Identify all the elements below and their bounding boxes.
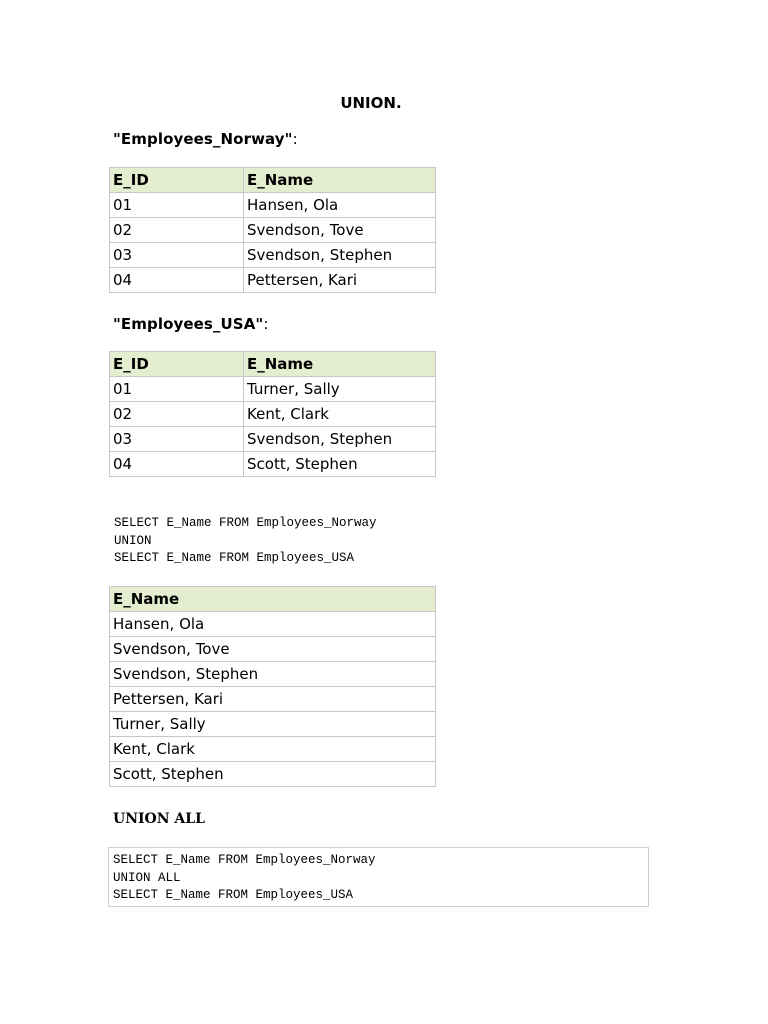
union-all-query-code [108, 847, 649, 907]
table-header-row [110, 587, 436, 612]
column-header-e-name: E_Name [244, 352, 436, 377]
table-row [110, 243, 436, 268]
code-line: SELECT E_Name FROM Employees_USA [114, 551, 355, 565]
cell-e-id: 04 [110, 452, 244, 477]
usa-table [109, 351, 436, 477]
table-header-row [110, 352, 436, 377]
union-all-heading: UNION ALL [113, 811, 205, 827]
cell-e-name: Scott, Stephen [110, 762, 436, 787]
norway-caption-text: "Employees_Norway" [113, 130, 293, 148]
table-header-row [110, 168, 436, 193]
cell-e-name: Pettersen, Kari [244, 268, 436, 293]
table-row [110, 452, 436, 477]
union-result-table [109, 586, 436, 787]
norway-caption-colon: : [292, 130, 298, 148]
page-title: UNION. [340, 94, 402, 112]
table-row [110, 687, 436, 712]
cell-e-id: 01 [110, 377, 244, 402]
cell-e-name: Turner, Sally [110, 712, 436, 737]
table-row [110, 762, 436, 787]
column-header-e-name: E_Name [110, 587, 436, 612]
table-row [110, 637, 436, 662]
table-row [110, 612, 436, 637]
code-line: UNION [114, 533, 152, 548]
cell-e-id: 01 [110, 193, 244, 218]
cell-e-name: Hansen, Ola [244, 193, 436, 218]
cell-e-name: Hansen, Ola [110, 612, 436, 637]
cell-e-name: Svendson, Tove [244, 218, 436, 243]
cell-e-name: Svendson, Stephen [110, 662, 436, 687]
table-row [110, 218, 436, 243]
usa-table-caption [113, 315, 269, 333]
table-row [110, 268, 436, 293]
column-header-e-id: E_ID [110, 352, 244, 377]
usa-caption-colon: : [263, 315, 269, 333]
cell-e-name: Scott, Stephen [244, 452, 436, 477]
usa-caption-text: "Employees_USA" [113, 315, 264, 333]
table-row [110, 427, 436, 452]
table-row [110, 193, 436, 218]
table-row [110, 712, 436, 737]
cell-e-id: 03 [110, 243, 244, 268]
cell-e-name: Kent, Clark [244, 402, 436, 427]
cell-e-id: 04 [110, 268, 244, 293]
code-line: SELECT E_Name FROM Employees_Norway [113, 853, 376, 867]
code-line: UNION ALL [113, 870, 181, 885]
cell-e-name: Svendson, Stephen [244, 427, 436, 452]
cell-e-name: Turner, Sally [244, 377, 436, 402]
cell-e-id: 02 [110, 218, 244, 243]
cell-e-name: Svendson, Stephen [244, 243, 436, 268]
table-row [110, 402, 436, 427]
cell-e-name: Kent, Clark [110, 737, 436, 762]
cell-e-id: 03 [110, 427, 244, 452]
column-header-e-id: E_ID [110, 168, 244, 193]
union-query-code [114, 515, 377, 568]
table-row [110, 662, 436, 687]
table-row [110, 377, 436, 402]
code-line: SELECT E_Name FROM Employees_Norway [114, 516, 377, 530]
cell-e-name: Svendson, Tove [110, 637, 436, 662]
table-row [110, 737, 436, 762]
norway-table [109, 167, 436, 293]
column-header-e-name: E_Name [244, 168, 436, 193]
cell-e-id: 02 [110, 402, 244, 427]
cell-e-name: Pettersen, Kari [110, 687, 436, 712]
norway-table-caption [113, 130, 298, 148]
code-line: SELECT E_Name FROM Employees_USA [113, 888, 354, 902]
